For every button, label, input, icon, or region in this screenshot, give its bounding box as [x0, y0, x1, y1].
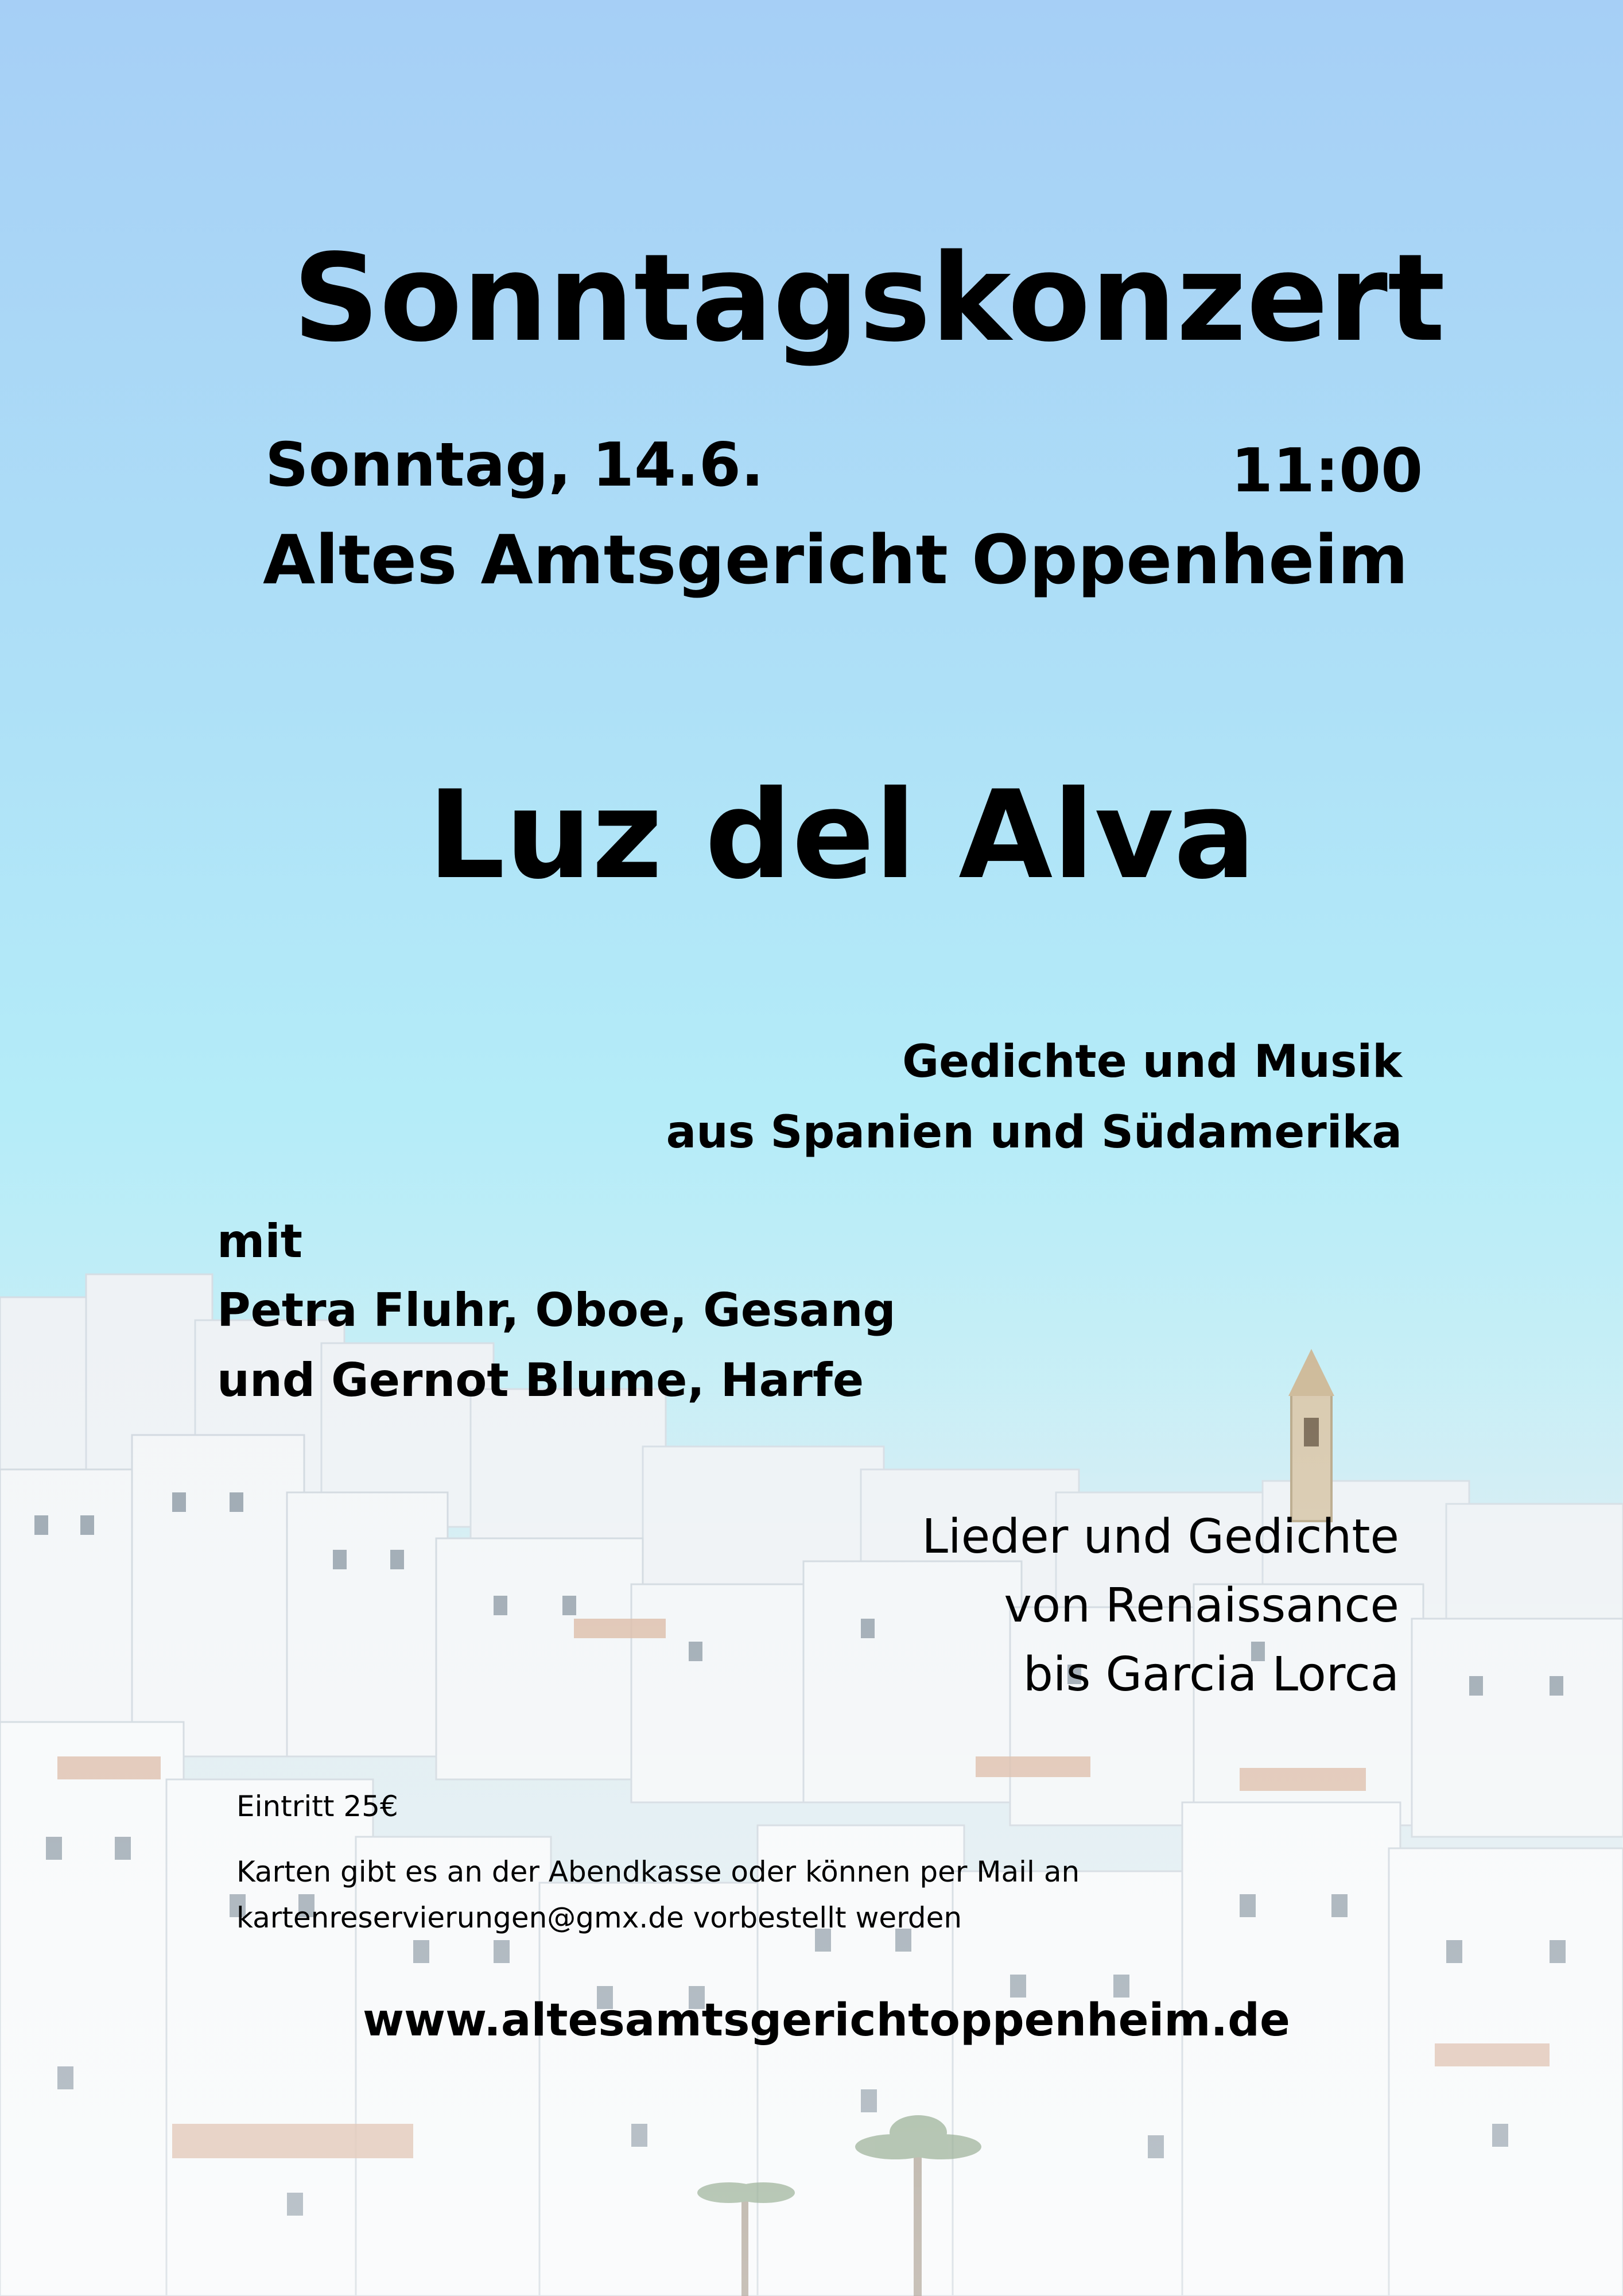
performers-intro: mit [217, 1215, 303, 1268]
event-date: Sonntag, 14.6. [265, 430, 764, 500]
website-link[interactable]: www.altesamtsgerichtoppenheim.de [363, 1995, 1290, 2046]
event-venue: Altes Amtsgericht Oppenheim [263, 520, 1408, 599]
event-title: Sonntagskonzert [293, 228, 1446, 369]
ticket-info-line-2: kartenreservierungen@gmx.de vorbestellt werden [236, 1901, 962, 1934]
admission-price: Eintritt 25€ [236, 1790, 398, 1823]
subtitle-line-1: Gedichte und Musik [902, 1036, 1402, 1088]
event-time: 11:00 [1231, 436, 1423, 506]
program-line-1: Lieder und Gedichte [922, 1510, 1399, 1564]
program-line-2: von Renaissance [1004, 1578, 1399, 1633]
subtitle-line-2: aus Spanien und Südamerika [666, 1107, 1402, 1158]
program-line-3: bis Garcia Lorca [1023, 1647, 1399, 1702]
performer-1: Petra Fluhr, Oboe, Gesang [217, 1283, 896, 1337]
ensemble-name: Luz del Alva [428, 764, 1256, 906]
ticket-info-line-1: Karten gibt es an der Abendkasse oder können per Mail an [236, 1855, 1080, 1888]
performer-2: und Gernot Blume, Harfe [217, 1353, 864, 1407]
